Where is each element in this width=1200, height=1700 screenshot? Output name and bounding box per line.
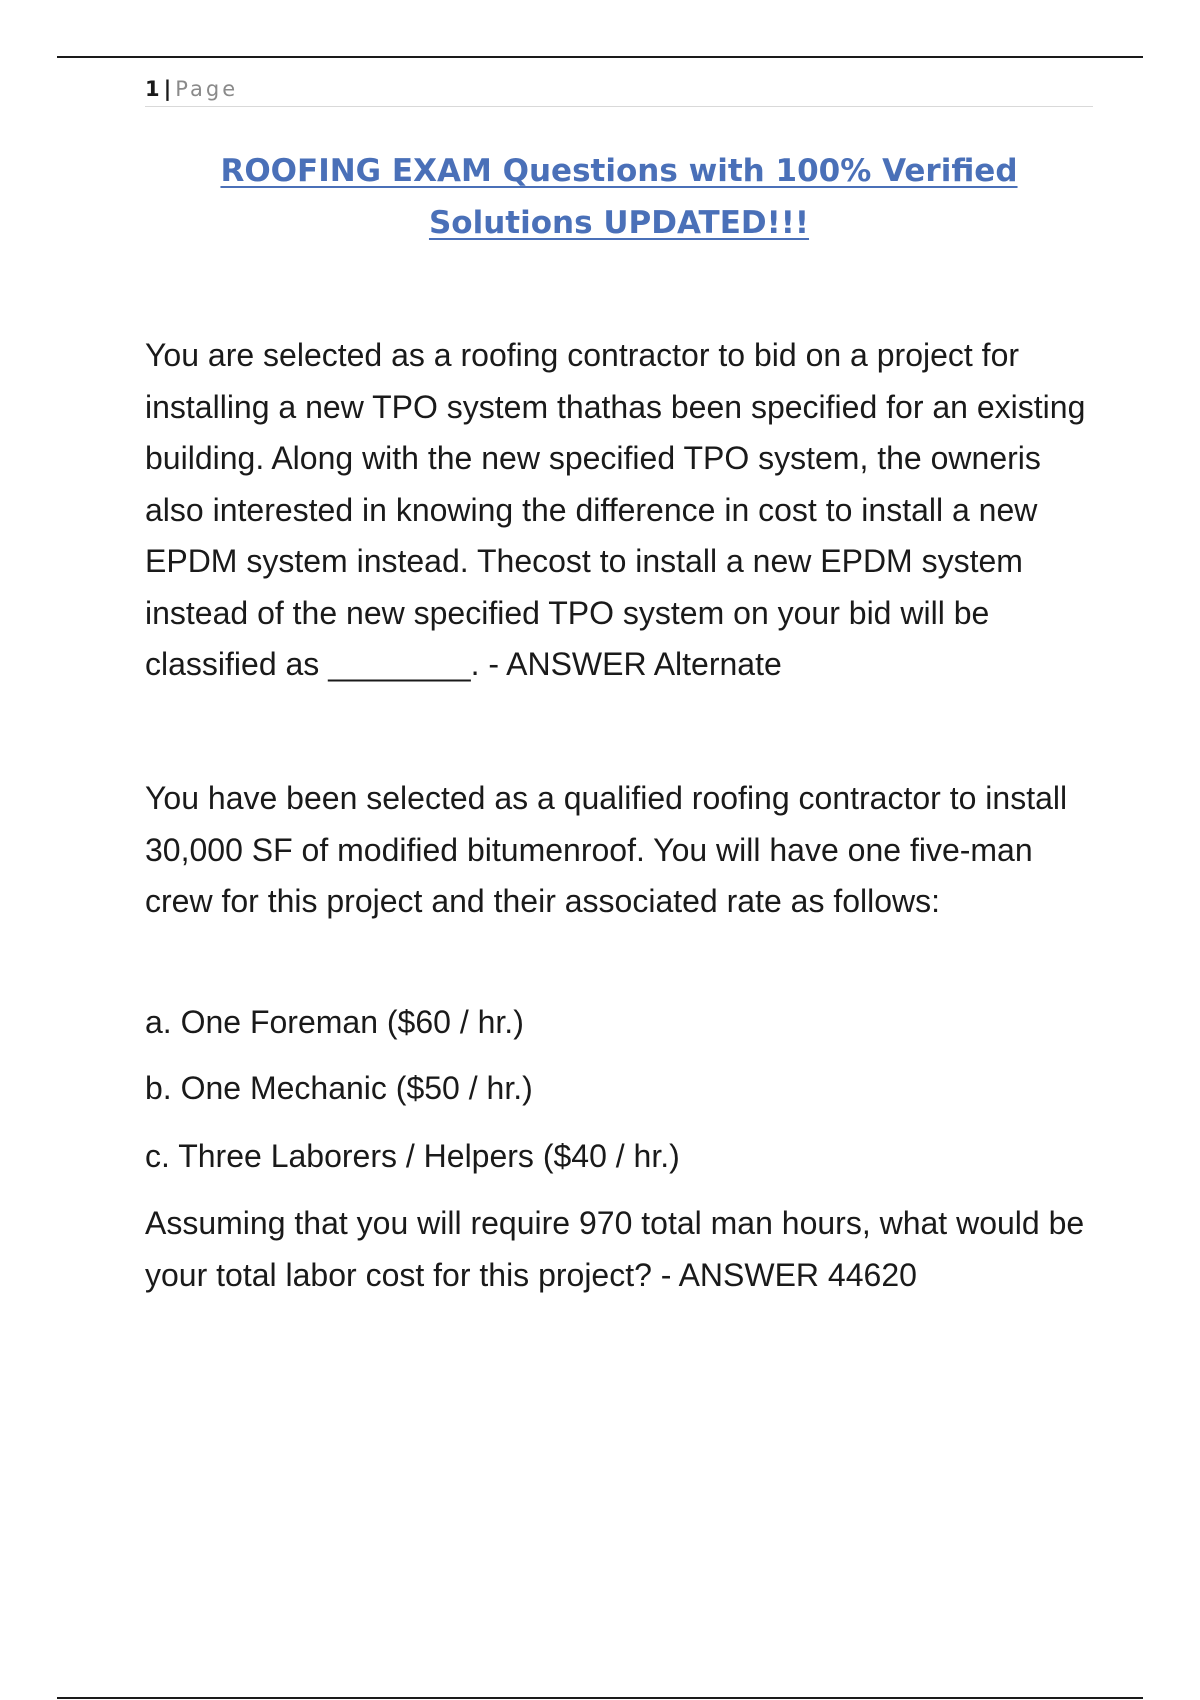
question-2-text: Assuming that you will require 970 total man hours, what would be your total labor cost for this project? - ANSWER 44620 bbox=[145, 1205, 1085, 1293]
page-number: 1 bbox=[145, 77, 160, 101]
page-header bbox=[145, 72, 1093, 107]
document-title-line-1: ROOFING EXAM Questions with 100% Verified bbox=[220, 153, 1018, 189]
page-label: Page bbox=[175, 77, 239, 101]
top-rule bbox=[57, 56, 1143, 58]
question-2-option-a: a. One Foreman ($60 / hr.) bbox=[145, 1004, 524, 1040]
question-2-option-c: c. Three Laborers / Helpers ($40 / hr.) bbox=[145, 1138, 680, 1174]
question-2-intro: You have been selected as a qualified roofing contractor to install 30,000 SF of modified bitumenroof. You will have one five-man crew for this project and their associated rate as follows: bbox=[145, 780, 1068, 919]
document-title-line-2: Solutions UPDATED!!! bbox=[428, 205, 810, 241]
bottom-rule bbox=[57, 1697, 1143, 1699]
page-separator: | bbox=[163, 77, 172, 101]
question-2-option-b: b. One Mechanic ($50 / hr.) bbox=[145, 1070, 533, 1106]
document-title bbox=[145, 145, 1093, 249]
question-1-text: You are selected as a roofing contractor to bid on a project for installing a new TPO system thathas been specified for an existing building. Along with the new specified TPO system, the owneris also interested in knowing the difference in cost to install a new EPDM system instead. Thecost to install a new EPDM system instead of the new specified TPO system on your bid will be classified as ________. - ANSWER Alternate bbox=[145, 337, 1086, 682]
